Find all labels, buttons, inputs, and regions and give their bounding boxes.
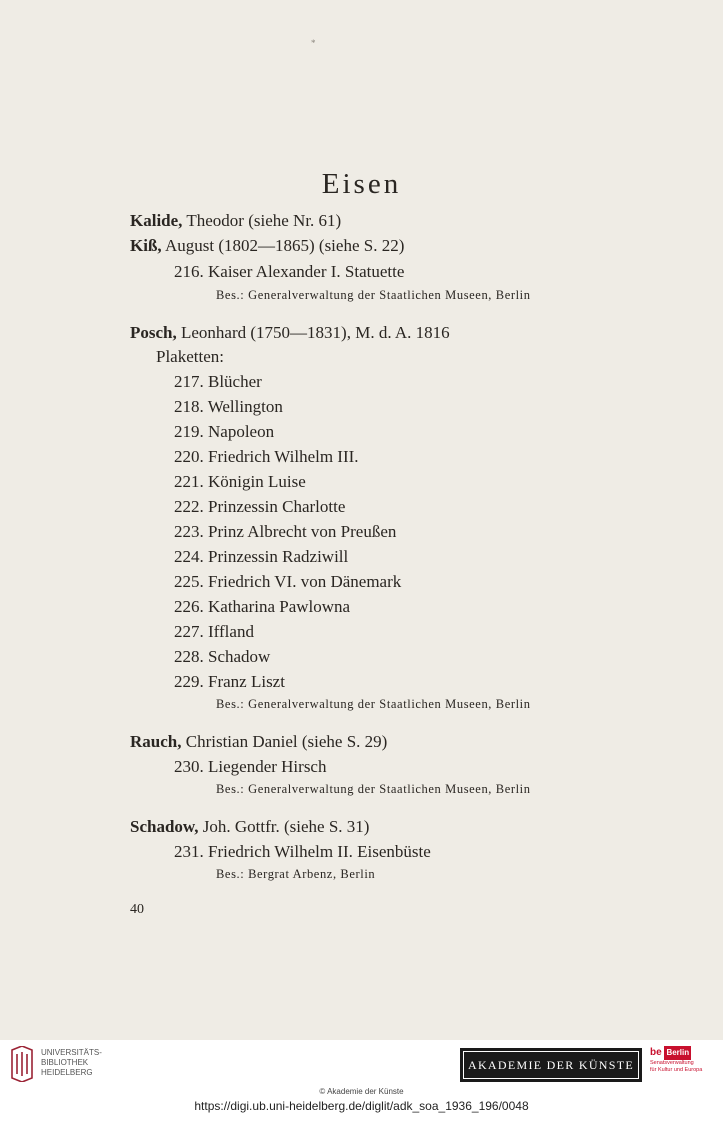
artist-details: August (1802—1865) (siehe S. 22) xyxy=(161,236,405,255)
item-number: 229. xyxy=(174,672,204,691)
copyright-notice: © Akademie der Künste xyxy=(319,1087,404,1096)
artist-details: Joh. Gottfr. (siehe S. 31) xyxy=(198,817,370,836)
item-number: 231. xyxy=(174,842,204,861)
item-title: Prinz Albrecht von Preußen xyxy=(208,522,397,541)
item-title: Napoleon xyxy=(208,422,275,441)
catalog-item-217 xyxy=(174,371,262,393)
catalog-item-220 xyxy=(174,446,359,468)
library-building-icon xyxy=(8,1046,36,1082)
page-url-link[interactable]: https://digi.ub.uni-heidelberg.de/diglit/adk_soa_1936_196/0048 xyxy=(194,1099,529,1113)
page-title: Eisen xyxy=(321,168,402,200)
artist-details: Theodor (siehe Nr. 61) xyxy=(182,211,342,230)
catalog-item-225 xyxy=(174,571,401,593)
artist-name: Kiß, xyxy=(130,236,162,255)
berlin-logo-tag: Berlin xyxy=(664,1046,691,1060)
artist-heading-rauch xyxy=(130,731,387,753)
catalog-item-228 xyxy=(174,646,270,668)
subheading-plaketten: Plaketten: xyxy=(156,347,224,366)
item-number: 228. xyxy=(174,647,204,666)
catalog-item-219 xyxy=(174,421,274,443)
catalog-item-216 xyxy=(174,261,404,283)
catalog-item-230 xyxy=(174,756,326,778)
berlin-senate-logo[interactable] xyxy=(650,1046,712,1084)
item-title: Friedrich VI. von Dänemark xyxy=(208,572,402,591)
item-number: 226. xyxy=(174,597,204,616)
artist-name: Kalide, xyxy=(130,211,183,230)
item-number: 216. xyxy=(174,262,204,281)
provenance-note: Bes.: Generalverwaltung der Staatlichen Museen, Berlin xyxy=(216,697,531,711)
item-number: 219. xyxy=(174,422,204,441)
item-title: Liegender Hirsch xyxy=(208,757,327,776)
item-number: 224. xyxy=(174,547,204,566)
provenance-note: Bes.: Generalverwaltung der Staatlichen Museen, Berlin xyxy=(216,288,531,302)
artist-name: Posch, xyxy=(130,323,177,342)
berlin-logo-mark xyxy=(650,1046,712,1060)
catalog-item-227 xyxy=(174,621,254,643)
library-name xyxy=(41,1048,121,1078)
catalog-item-218 xyxy=(174,396,283,418)
catalog-item-224 xyxy=(174,546,348,568)
viewer-footer xyxy=(0,1040,723,1127)
provenance-note: Bes.: Generalverwaltung der Staatlichen Museen, Berlin xyxy=(216,782,531,796)
item-title: Katharina Pawlowna xyxy=(208,597,351,616)
item-title: Franz Liszt xyxy=(208,672,285,691)
artist-heading-schadow xyxy=(130,816,369,838)
akademie-der-kuenste-logo[interactable] xyxy=(460,1048,642,1082)
item-title: Prinzessin Charlotte xyxy=(208,497,346,516)
item-title: Wellington xyxy=(207,397,283,416)
item-number: 223. xyxy=(174,522,204,541)
library-line-3: HEIDELBERG xyxy=(41,1068,93,1077)
artist-heading-kiss xyxy=(130,235,404,257)
page-number: 40 xyxy=(130,902,144,917)
artist-details: Leonhard (1750—1831), M. d. A. 1816 xyxy=(176,323,450,342)
item-title: Schadow xyxy=(208,647,271,666)
artist-heading-kalide xyxy=(130,210,341,232)
item-number: 217. xyxy=(174,372,204,391)
artist-heading-posch xyxy=(130,322,450,344)
item-title: Friedrich Wilhelm III. xyxy=(208,447,359,466)
item-number: 218. xyxy=(174,397,204,416)
catalog-item-221 xyxy=(174,471,306,493)
item-title: Königin Luise xyxy=(208,472,306,491)
scan-mark: * xyxy=(311,38,316,48)
item-title: Prinzessin Radziwill xyxy=(208,547,349,566)
catalog-item-223 xyxy=(174,521,396,543)
berlin-logo-sub1: Senatsverwaltung xyxy=(650,1060,694,1066)
item-number: 227. xyxy=(174,622,204,641)
item-number: 220. xyxy=(174,447,204,466)
berlin-logo-main: be xyxy=(650,1047,662,1058)
item-number: 225. xyxy=(174,572,204,591)
item-number: 222. xyxy=(174,497,204,516)
academy-label: AKADEMIE DER KÜNSTE xyxy=(463,1051,639,1079)
library-line-2: BIBLIOTHEK xyxy=(41,1058,89,1067)
catalog-item-226 xyxy=(174,596,350,618)
provenance-note: Bes.: Bergrat Arbenz, Berlin xyxy=(216,867,376,881)
item-title: Iffland xyxy=(208,622,254,641)
catalog-item-229 xyxy=(174,671,285,693)
artist-name: Rauch, xyxy=(130,732,182,751)
artist-name: Schadow, xyxy=(130,817,199,836)
item-number: 221. xyxy=(174,472,204,491)
item-title: Blücher xyxy=(208,372,262,391)
berlin-logo-sub2: für Kultur und Europa xyxy=(650,1067,703,1073)
library-line-1: UNIVERSITÄTS- xyxy=(41,1048,102,1057)
artist-details: Christian Daniel (siehe S. 29) xyxy=(181,732,388,751)
item-title: Friedrich Wilhelm II. Eisenbüste xyxy=(208,842,431,861)
catalog-item-222 xyxy=(174,496,345,518)
item-title: Kaiser Alexander I. Statuette xyxy=(208,262,405,281)
catalog-item-231 xyxy=(174,841,431,863)
item-number: 230. xyxy=(174,757,204,776)
